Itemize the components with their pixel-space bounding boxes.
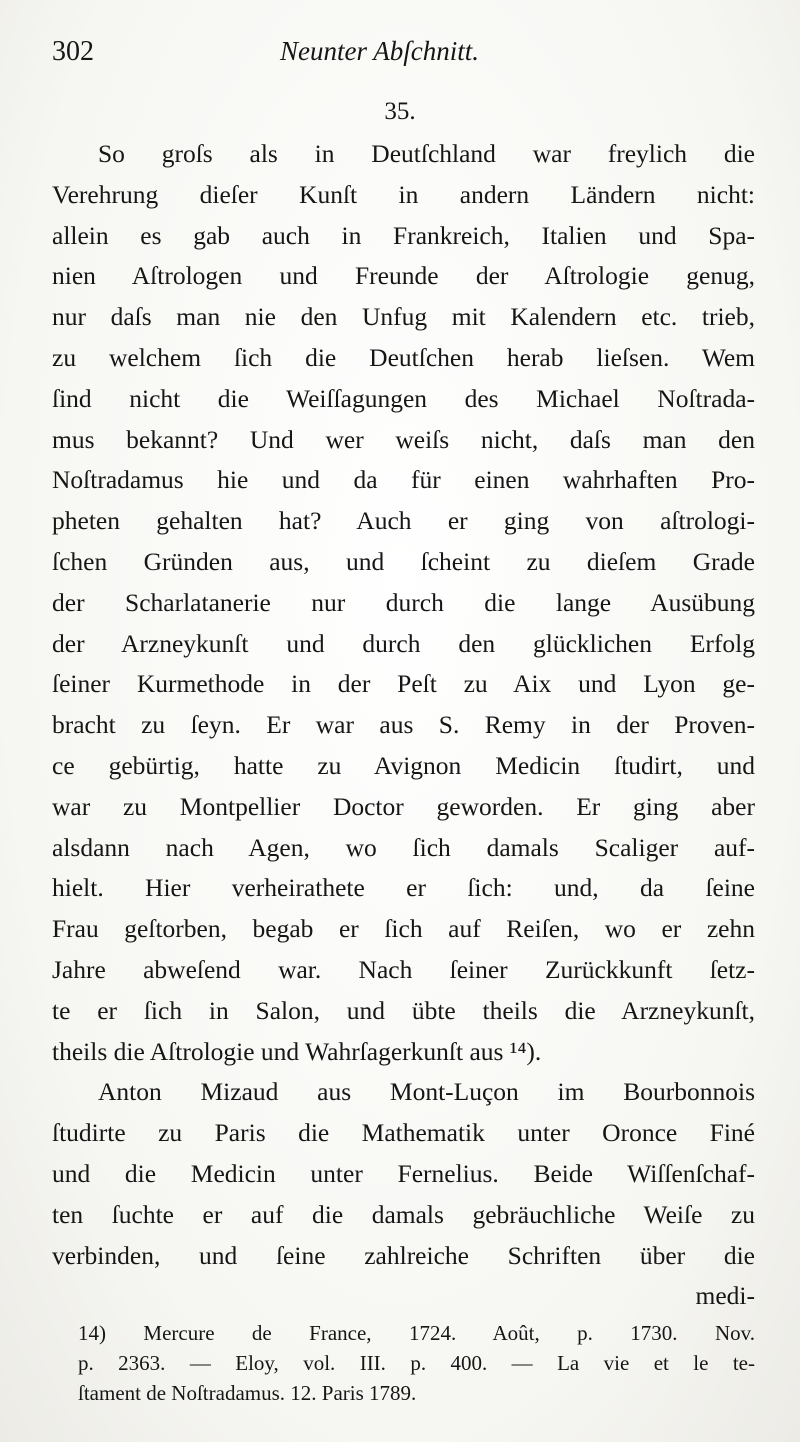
- footnote-line: ſtament de Noſtradamus. 12. Paris 1789.: [78, 1381, 417, 1405]
- text-line: te er ſich in Salon, und übte theils die Arzneykunſt,: [52, 995, 755, 1025]
- footnote-line: 14) Mercure de France, 1724. Août, p. 1730. Nov.: [78, 1321, 755, 1345]
- text-line: verbinden, und ſeine zahlreiche Schriften über die: [52, 1240, 755, 1270]
- text-line: Frau geſtorben, begab er ſich auf Reiſen, wo er zehn: [52, 914, 755, 944]
- text-line: Jahre abweſend war. Nach ſeiner Zurückkunft ſetz-: [52, 954, 755, 984]
- text-line: Anton Mizaud aus Mont-Luçon im Bourbonnois: [98, 1077, 755, 1107]
- text-line: ten ſuchte er auf die damals gebräuchliche Weiſe zu: [52, 1199, 755, 1229]
- text-line: pheten gehalten hat? Auch er ging von aſtrologi-: [52, 506, 755, 536]
- text-line: ſchen Gründen aus, und ſcheint zu dieſem Grade: [52, 546, 755, 576]
- text-line: zu welchem ſich die Deutſchen herab lieſsen. Wem: [52, 342, 755, 372]
- text-line: So groſs als in Deutſchland war freylich die: [98, 139, 755, 168]
- footnote-line: p. 2363. — Eloy, vol. III. p. 400. — La vie et le te-: [78, 1351, 755, 1375]
- text-line: nien Aſtrologen und Freunde der Aſtrologie genug,: [52, 261, 755, 291]
- text-line: ſtudirte zu Paris die Mathematik unter Oronce Finé: [52, 1118, 755, 1148]
- text-line: der Scharlatanerie nur durch die lange Ausübung: [52, 587, 755, 617]
- page-header: [52, 36, 752, 76]
- text-line: ſind nicht die Weiſſagungen des Michael Noſtrada-: [52, 383, 755, 413]
- text-line: war zu Montpellier Doctor geworden. Er ging aber: [52, 791, 755, 821]
- text-line: allein es gab auch in Frankreich, Italien und Spa-: [52, 220, 755, 250]
- text-line: mus bekannt? Und wer weiſs nicht, daſs man den: [52, 424, 755, 454]
- text-line: alsdann nach Agen, wo ſich damals Scaliger auf-: [52, 832, 755, 862]
- body-text: [52, 134, 755, 1317]
- text-line: nur daſs man nie den Unfug mit Kalendern etc. trieb,: [52, 302, 755, 332]
- text-line: ſeiner Kurmethode in der Peſt zu Aix und Lyon ge-: [52, 669, 755, 699]
- text-line: Noſtradamus hie und da für einen wahrhaften Pro-: [52, 465, 755, 495]
- text-line: und die Medicin unter Fernelius. Beide Wiſſenſchaf-: [52, 1158, 755, 1188]
- text-line: ce gebürtig, hatte zu Avignon Medicin ſtudirt, und: [52, 750, 755, 780]
- running-head: Neunter Abſchnitt.: [280, 36, 479, 66]
- text-line: theils die Aſtrologie und Wahrſagerkunſt aus ¹⁴).: [52, 1036, 542, 1066]
- text-line: der Arzneykunſt und durch den glücklichen Erfolg: [52, 628, 755, 658]
- text-line: hielt. Hier verheirathete er ſich: und, da ſeine: [52, 873, 755, 903]
- catchword: medi-: [695, 1281, 755, 1311]
- text-line: Verehrung dieſer Kunſt in andern Ländern nicht:: [52, 179, 755, 209]
- page-number: 302: [52, 36, 94, 67]
- section-number: 35.: [384, 98, 416, 125]
- footnotes: [78, 1318, 755, 1408]
- text-line: bracht zu ſeyn. Er war aus S. Remy in der Proven-: [52, 710, 755, 740]
